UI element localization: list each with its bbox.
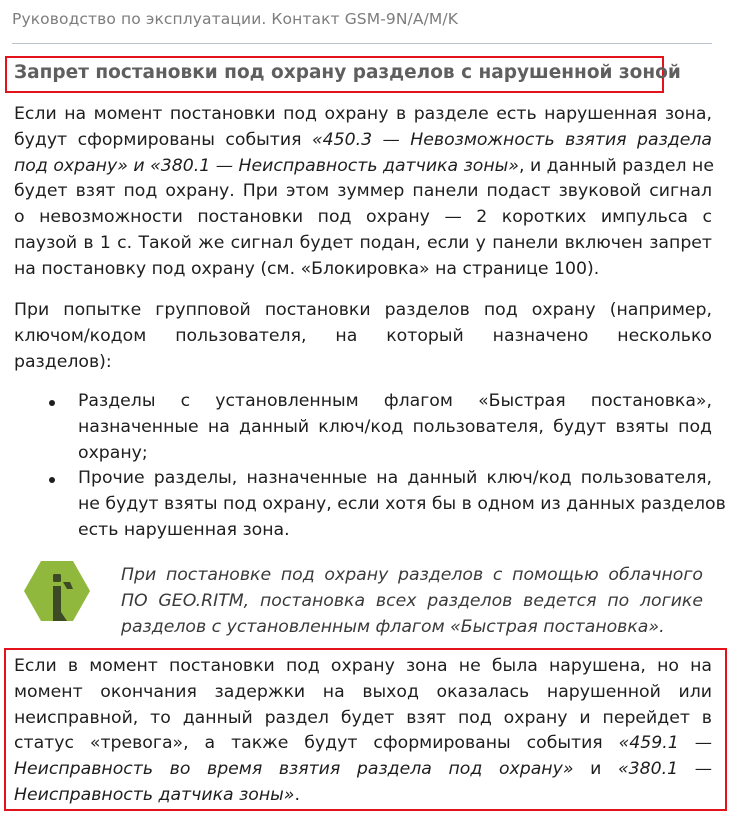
text-line: есть нарушенная зона. [78,519,290,540]
text-line: Прочие разделы, назначенные на данный ключ/код пользователя, [78,468,712,488]
text-line: будут сформированы события «450.3 — Невозможность взятия раздела [14,129,712,150]
info-icon [23,560,91,622]
note-cloud-arming [121,563,703,640]
paragraph-exit-delay [14,654,712,809]
text-line: При попытке групповой постановки разделов под охрану (например, [14,300,712,320]
section-title: Запрет постановки под охрану разделов с нарушенной зоной [14,62,681,83]
bullet-item-other-partitions [78,466,726,543]
bullet-item-quick-arming [78,389,712,466]
text-line: Если на момент постановки под охрану в разделе есть нарушенная зона, [14,104,712,124]
page-header: Руководство по эксплуатации. Контакт GSM-9N/A/M/K [12,10,458,28]
text-line: ПО GEO.RITM, постановка всех разделов ведется по логике [121,590,703,611]
text-line: Неисправность во время взятия раздела под охрану» и «380.1 — [14,759,713,780]
paragraph-arming-violated-zone [14,102,712,283]
text-line: разделов): [14,351,112,372]
text-line: охрану; [78,442,148,463]
text-line: Неисправность датчика зоны». [14,784,300,805]
text-line: на постановку под охрану (см. «Блокировка» на странице 100). [14,258,600,279]
text-line: разделов с установленным флагом «Быстрая постановка». [121,616,665,637]
text-line: назначенные на данный ключ/код пользователя, будут взяты под [78,416,712,437]
paragraph-group-arming [14,298,712,375]
text-line: под охрану» и «380.1 — Неисправность датчика зоны», и данный раздел не [14,155,714,176]
text-line: паузой в 1 с. Такой же сигнал будет подан, если у панели включен запрет [14,232,712,253]
text-line: При постановке под охрану разделов с помощью облачного [121,565,703,585]
text-line: Если в момент постановки под охрану зона не была нарушена, но на [14,656,712,676]
text-line: неисправной, то данный раздел будет взят под охрану и перейдет в [14,707,712,728]
text-line: статус «тревога», а также будут сформированы события «459.1 — [14,733,712,754]
text-line: Разделы с установленным флагом «Быстрая постановка», [78,391,712,411]
text-line: будет взят под охрану. При этом зуммер панели подаст звуковой сигнал [14,181,712,202]
text-line: ключом/кодом пользователя, на который назначено несколько [14,325,712,346]
bullet-dot [49,477,55,483]
text-line: момент окончания задержки на выход оказалась нарушенной или [14,681,712,702]
header-rule [12,43,712,44]
bullet-dot [49,400,55,406]
text-line: о невозможности постановки под охрану — 2 коротких импульса с [14,207,712,228]
text-line: не будут взяты под охрану, если хотя бы в одном из данных разделов [78,493,726,514]
